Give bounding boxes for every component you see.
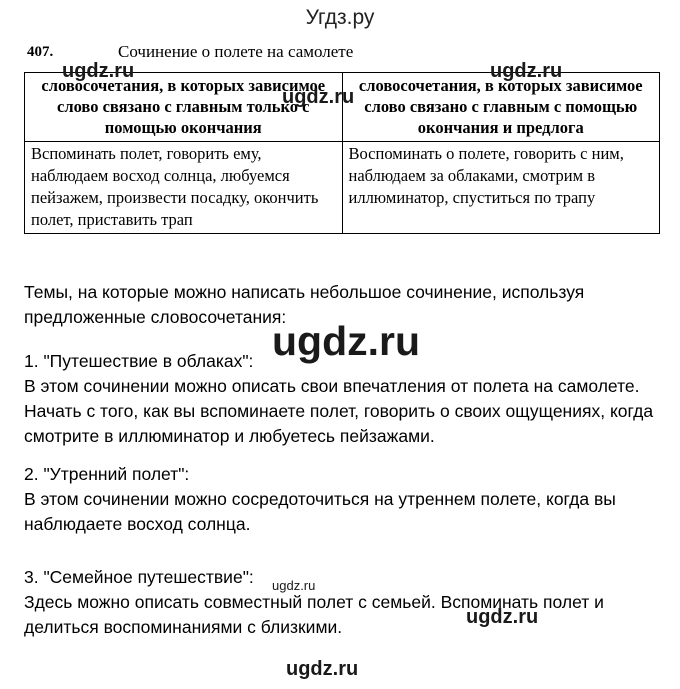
table-cell: Воспоминать о полете, говорить с ним, наблюдаем за облаками, смотрим в иллюминатор, спуститься по трапу (342, 142, 660, 234)
watermark: ugdz.ru (466, 606, 539, 628)
task-title: Сочинение о полете на самолете (118, 42, 354, 61)
intro-paragraph: Темы, на которые можно написать небольшое сочинение, используя предложенные словосочетания: (24, 282, 585, 327)
topic-1-text: В этом сочинении можно описать свои впечатления от полета на самолете. Начать с того, как вы вспоминаете полет, говорить о своих ощущениях, когда смотрите в иллюминатор и любуетесь пейзажами. (24, 376, 654, 446)
watermark: ugdz.ru (272, 578, 316, 593)
table-header-cell: словосочетания, в которых зависимое слово связано с главным только с помощью окончания (25, 73, 343, 142)
watermark: ugdz.ru (286, 658, 359, 680)
task-number: 407. (27, 44, 54, 60)
topic-2-heading: 2. "Утренний полет": (24, 464, 190, 484)
site-header: Угдз.ру (305, 6, 375, 29)
watermark: ugdz.ru (282, 86, 355, 108)
table-cell: Вспоминать полет, говорить ему, наблюдаем восход солнца, любуемся пейзажем, произвести посадку, окончить полет, приставить трап (25, 142, 343, 234)
watermark: ugdz.ru (272, 318, 421, 364)
topic-3-heading: 3. "Семейное путешествие": (24, 567, 254, 587)
topic-1-heading: 1. "Путешествие в облаках": (24, 351, 254, 371)
table-header-cell: словосочетания, в которых зависимое слово связано с главным с помощью окончания и предлога (342, 73, 660, 142)
topic-2-text: В этом сочинении можно сосредоточиться на утреннем полете, когда вы наблюдаете восход солнца. (24, 489, 616, 534)
watermark: ugdz.ru (62, 60, 135, 82)
topic-3-text: Здесь можно описать совместный полет с семьей. Вспоминать полет и делиться воспоминаниями с близкими. (24, 592, 604, 637)
watermark: ugdz.ru (490, 60, 563, 82)
table-row (25, 142, 660, 234)
